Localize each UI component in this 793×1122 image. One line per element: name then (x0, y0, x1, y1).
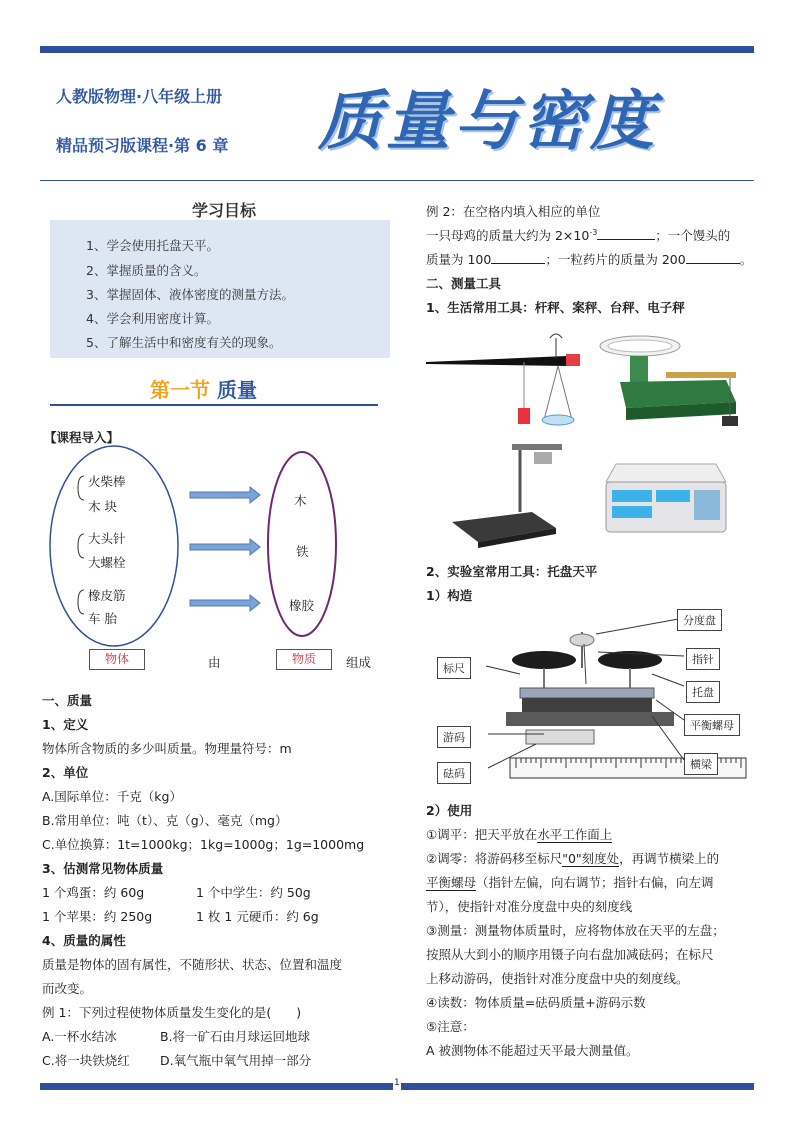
answer-blank[interactable] (686, 251, 740, 264)
usage-step-2c: 节），使指针对准分度盘中央的刻度线 (426, 899, 633, 914)
intro-left-item: 火柴棒 (88, 474, 126, 489)
goal-item: 1、学会使用托盘天平。 (86, 238, 219, 253)
usage-step-1 (426, 825, 612, 843)
answer-blank[interactable] (491, 251, 545, 264)
floor-scale-image (448, 442, 568, 548)
goal-item: 5、了解生活中和密度有关的现象。 (86, 335, 282, 350)
example2-title: 例 2：在空格内填入相应的单位 (426, 204, 601, 219)
usage-underline: "0"刻度处 (562, 851, 620, 866)
goal-item: 3、掌握固体、液体密度的测量方法。 (86, 287, 294, 302)
usage-text: ，再调节横梁上的 (619, 851, 720, 866)
electronic-scale-image (596, 460, 732, 540)
intro-left-item: 木 块 (88, 499, 117, 514)
label-beam: 横梁 (684, 753, 718, 775)
example1-option-c: C.将一块铁烧红 (42, 1053, 130, 1068)
example1-option-a: A.一杯水结冰 (42, 1029, 117, 1044)
usage-step-5: ⑤注意： (426, 1019, 475, 1034)
label-dial: 分度盘 (677, 609, 722, 631)
structure-heading: 1）构造 (426, 588, 473, 603)
example2-text: ；一粒药片的质量为 200 (545, 252, 686, 267)
estimate-apple: 1 个苹果：约 250g (42, 909, 153, 924)
page-number: 1 (394, 1078, 400, 1088)
intro-connector: 由 (208, 655, 221, 670)
example1-question: 例 1：下列过程使物体质量发生变化的是( ) (42, 1005, 302, 1020)
estimate-egg: 1 个鸡蛋：约 60g (42, 885, 145, 900)
example1-option-d: D.氧气瓶中氧气用掉一部分 (160, 1053, 312, 1068)
unit-si: A.国际单位：千克（kg） (42, 789, 182, 804)
intro-left-item: 大头针 (88, 531, 126, 546)
property-text: 质量是物体的固有属性，不随形状、状态、位置和温度 (42, 957, 343, 972)
intro-left-item: 大螺栓 (88, 555, 126, 570)
estimate-student: 1 个中学生：约 50g (196, 885, 311, 900)
object-box: 物体 (89, 649, 145, 670)
section-underline (50, 404, 378, 406)
property-text: 而改变。 (42, 981, 93, 996)
heading-property: 4、质量的属性 (42, 933, 126, 948)
section-name: 质量 (216, 378, 257, 402)
example2-line1 (426, 226, 730, 244)
heading-definition: 1、定义 (42, 717, 89, 732)
top-bar (40, 46, 754, 53)
example2-exponent: -3 (589, 227, 598, 237)
matter-box: 物质 (276, 649, 332, 670)
usage-step-4: ④读数：物体质量=砝码质量+游码示数 (426, 995, 646, 1010)
tools-daily: 1、生活常用工具：杆秤、案秤、台秤、电子秤 (426, 300, 685, 315)
unit-common: B.常用单位：吨（t）、克（g）、毫克（mg） (42, 813, 288, 828)
header-edition: 人教版物理·八年级上册 (56, 87, 223, 106)
chapter-title: 质量与密度 (318, 84, 658, 159)
header-divider (40, 180, 754, 181)
usage-text: ①调平：把天平放在 (426, 827, 538, 842)
heading-tools: 二、测量工具 (426, 276, 502, 291)
unit-conversion: C.单位换算：1t=1000kg；1kg=1000g；1g=1000mg (42, 837, 365, 852)
intro-right-item: 橡胶 (289, 598, 315, 613)
usage-underline: 平衡螺母 (426, 875, 477, 890)
usage-text: （指针左偏，向右调节；指针右偏，向左调 (476, 875, 714, 890)
platform-scale-image (596, 332, 746, 432)
definition-text: 物体所含物质的多少叫质量。物理量符号：m (42, 741, 292, 756)
heading-mass: 一、质量 (42, 693, 93, 708)
label-weights: 砝码 (437, 762, 471, 784)
section-number: 第一节 (150, 378, 210, 402)
example2-text: 。 (739, 252, 753, 267)
usage-step-5a: A 被测物体不能超过天平最大测量值。 (426, 1043, 639, 1058)
tools-lab: 2、实验室常用工具：托盘天平 (426, 564, 598, 579)
header-course: 精品预习版课程·第 6 章 (56, 136, 229, 155)
label-pointer: 指针 (686, 648, 720, 670)
usage-underline: 水平工作面上 (537, 827, 613, 842)
intro-left-item: 车 胎 (88, 611, 117, 626)
heading-estimate: 3、估测常见物体质量 (42, 861, 164, 876)
intro-label: 【课程导入】 (44, 430, 120, 445)
steelyard-image (426, 332, 592, 432)
goal-item: 2、掌握质量的含义。 (86, 263, 207, 278)
estimate-coin: 1 枚 1 元硬币：约 6g (196, 909, 319, 924)
bottom-bar-right (401, 1083, 754, 1090)
example2-text: ；一个馒头的 (655, 228, 731, 243)
usage-text: ②调零：将游码移至标尺 (426, 851, 563, 866)
usage-step-3: ③测量：测量物体质量时，应将物体放在天平的左盘； (426, 923, 725, 938)
label-tray: 托盘 (686, 681, 720, 703)
goals-heading: 学习目标 (192, 201, 257, 220)
label-balance-nut: 平衡螺母 (684, 714, 740, 736)
intro-left-item: 橡皮筋 (88, 588, 126, 603)
heading-unit: 2、单位 (42, 765, 89, 780)
label-scale-ruler: 标尺 (437, 657, 471, 679)
goal-item: 4、学会利用密度计算。 (86, 311, 219, 326)
intro-right-item: 铁 (296, 544, 309, 559)
usage-step-3c: 上移动游码，使指针对准分度盘中央的刻度线。 (426, 971, 689, 986)
intro-compose: 组成 (346, 655, 372, 670)
answer-blank[interactable] (597, 227, 655, 240)
example2-text: 质量为 100 (426, 252, 492, 267)
example2-line2 (426, 250, 752, 268)
usage-step-2b (426, 873, 714, 891)
bottom-bar-left (40, 1083, 393, 1090)
section-title (150, 374, 257, 403)
usage-step-2 (426, 849, 719, 867)
use-heading: 2）使用 (426, 803, 473, 818)
usage-step-3b: 按照从大到小的顺序用镊子向右盘加减砝码；在标尺 (426, 947, 714, 962)
label-rider: 游码 (437, 726, 471, 748)
example2-text: 一只母鸡的质量大约为 2×10 (426, 228, 590, 243)
example1-option-b: B.将一矿石由月球运回地球 (160, 1029, 311, 1044)
intro-right-item: 木 (294, 493, 307, 508)
